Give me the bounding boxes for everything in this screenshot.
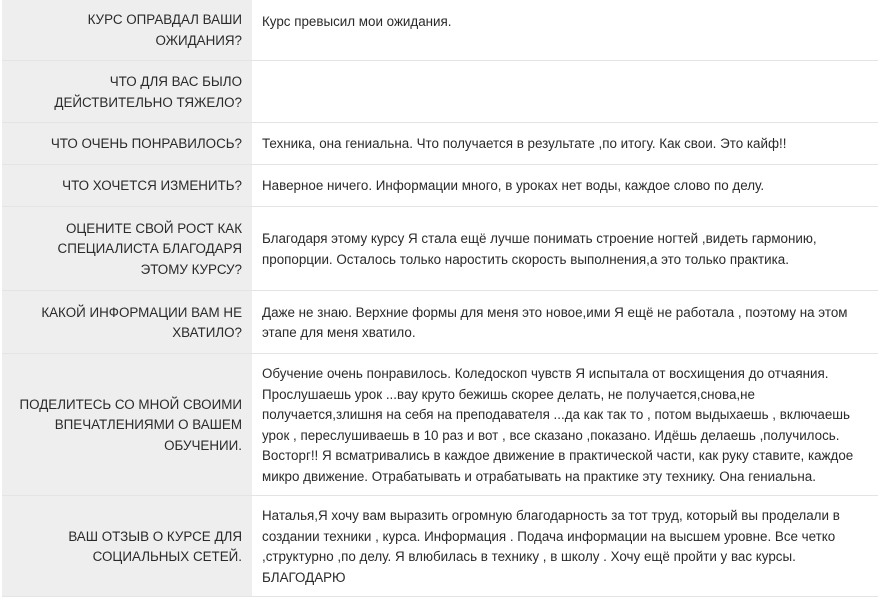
table-row xyxy=(2,165,878,207)
answer-line: создании техники , курса. Информация . Подача информации на высшем уровне. Все четко xyxy=(262,528,836,544)
answer-line: БЛАГОДАРЮ xyxy=(262,569,346,585)
answer-line: Наталья,Я хочу вам выразить огромную благодарность за тот труд, который вы проделали в xyxy=(262,508,840,523)
answer-line: получается,злишня на себя на преподавателя ...да как так то , потом выдыхаешь , включаешь xyxy=(262,407,850,422)
table-row xyxy=(2,207,878,291)
question-line: ДЕЙСТВИТЕЛЬНО ТЯЖЕЛО? xyxy=(54,94,242,110)
answer-line: Наверное ничего. Информации много, в уроках нет воды, каждое слово по делу. xyxy=(262,178,765,194)
answer-line: Обучение очень понравилось. Коледоскоп чувств Я испытала от восхищения до отчаяния. xyxy=(262,366,829,381)
question-cell xyxy=(2,291,252,353)
answer-line: Техника, она гениальна. Что получается в результате ,по итогу. Как свои. Это кайф!! xyxy=(262,136,787,152)
answer-cell xyxy=(252,123,878,164)
answer-line: этапе для меня хватило. xyxy=(262,325,416,340)
question-cell xyxy=(2,123,252,164)
table-row xyxy=(2,61,878,123)
answer-cell xyxy=(252,354,878,495)
question-cell xyxy=(2,354,252,495)
answer-cell xyxy=(252,165,878,206)
answer-line: Прослушаешь урок ...вау круто бежишь скорее делать, не получается,снова,не xyxy=(262,386,755,402)
answer-cell xyxy=(252,0,878,60)
answer-line: Восторг!! Я всматривались в каждое движение в практической части, как руку ставите, каждое xyxy=(262,448,854,463)
question-cell xyxy=(2,207,252,290)
question-cell xyxy=(2,61,252,122)
question-line: ЧТО ДЛЯ ВАС БЫЛО xyxy=(109,74,242,89)
question-line: ПОДЕЛИТЕСЬ СО МНОЙ СВОИМИ xyxy=(19,396,242,412)
question-line: ОБУЧЕНИИ. xyxy=(164,437,242,453)
answer-cell xyxy=(252,207,878,290)
answer-line: ,структурно ,по делу. Я влюбилась в технику , в школу . Хочу ещё пройти у вас курсы. xyxy=(262,549,796,564)
question-line: ВАШ ОТЗЫВ О КУРСЕ ДЛЯ xyxy=(68,528,242,544)
question-line: ЭТОМУ КУРСУ? xyxy=(140,261,242,277)
question-cell xyxy=(2,0,252,60)
answer-cell xyxy=(252,61,878,122)
table-row xyxy=(2,0,878,61)
question-line: ВПЕЧАТЛЕНИЯМИ О ВАШЕМ xyxy=(54,417,242,433)
question-line: КАКОЙ ИНФОРМАЦИИ ВАМ НЕ xyxy=(41,304,242,320)
question-line: КУРС ОПРАВДАЛ ВАШИ xyxy=(87,12,242,27)
answer-line: Даже не знаю. Верхние формы для меня это новое,ими Я ещё не работала , поэтому на этом xyxy=(262,304,848,320)
answer-cell xyxy=(252,291,878,353)
table-row xyxy=(2,123,878,165)
question-line: ОЦЕНИТЕ СВОЙ РОСТ КАК xyxy=(65,220,242,236)
answer-cell xyxy=(252,496,878,596)
question-cell xyxy=(2,165,252,206)
answer-line: микро движение. Отрабатывать и отрабатывать на практике эту технику. Она гениальна. xyxy=(262,468,816,484)
question-line: СОЦИАЛЬНЫХ СЕТЕЙ. xyxy=(92,549,242,564)
question-line: ЧТО ОЧЕНЬ ПОНРАВИЛОСЬ? xyxy=(50,136,242,152)
answer-line: урок , переслушиваешь в 10 раз и вот , все сказано ,показано. Идёшь делаешь ,получилось. xyxy=(262,427,840,443)
question-line: ЧТО ХОЧЕТСЯ ИЗМЕНИТЬ? xyxy=(62,178,242,194)
question-line: ХВАТИЛО? xyxy=(172,325,242,340)
question-line: СПЕЦИАЛИСТА БЛАГОДАРЯ xyxy=(57,241,242,257)
answer-line: Благодаря этому курсу Я стала ещё лучше понимать строение ногтей ,видеть гармонию, xyxy=(262,231,817,246)
table-row xyxy=(2,496,878,597)
answer-line: пропорции. Осталось только наростить скорость выполнения,а это только практика. xyxy=(262,251,789,267)
table-row xyxy=(2,354,878,496)
answer-line: Курс превысил мои ожидания. xyxy=(262,14,452,29)
table-row xyxy=(2,291,878,354)
question-cell xyxy=(2,496,252,596)
question-line: ОЖИДАНИЯ? xyxy=(155,32,242,48)
survey-table xyxy=(2,0,878,597)
